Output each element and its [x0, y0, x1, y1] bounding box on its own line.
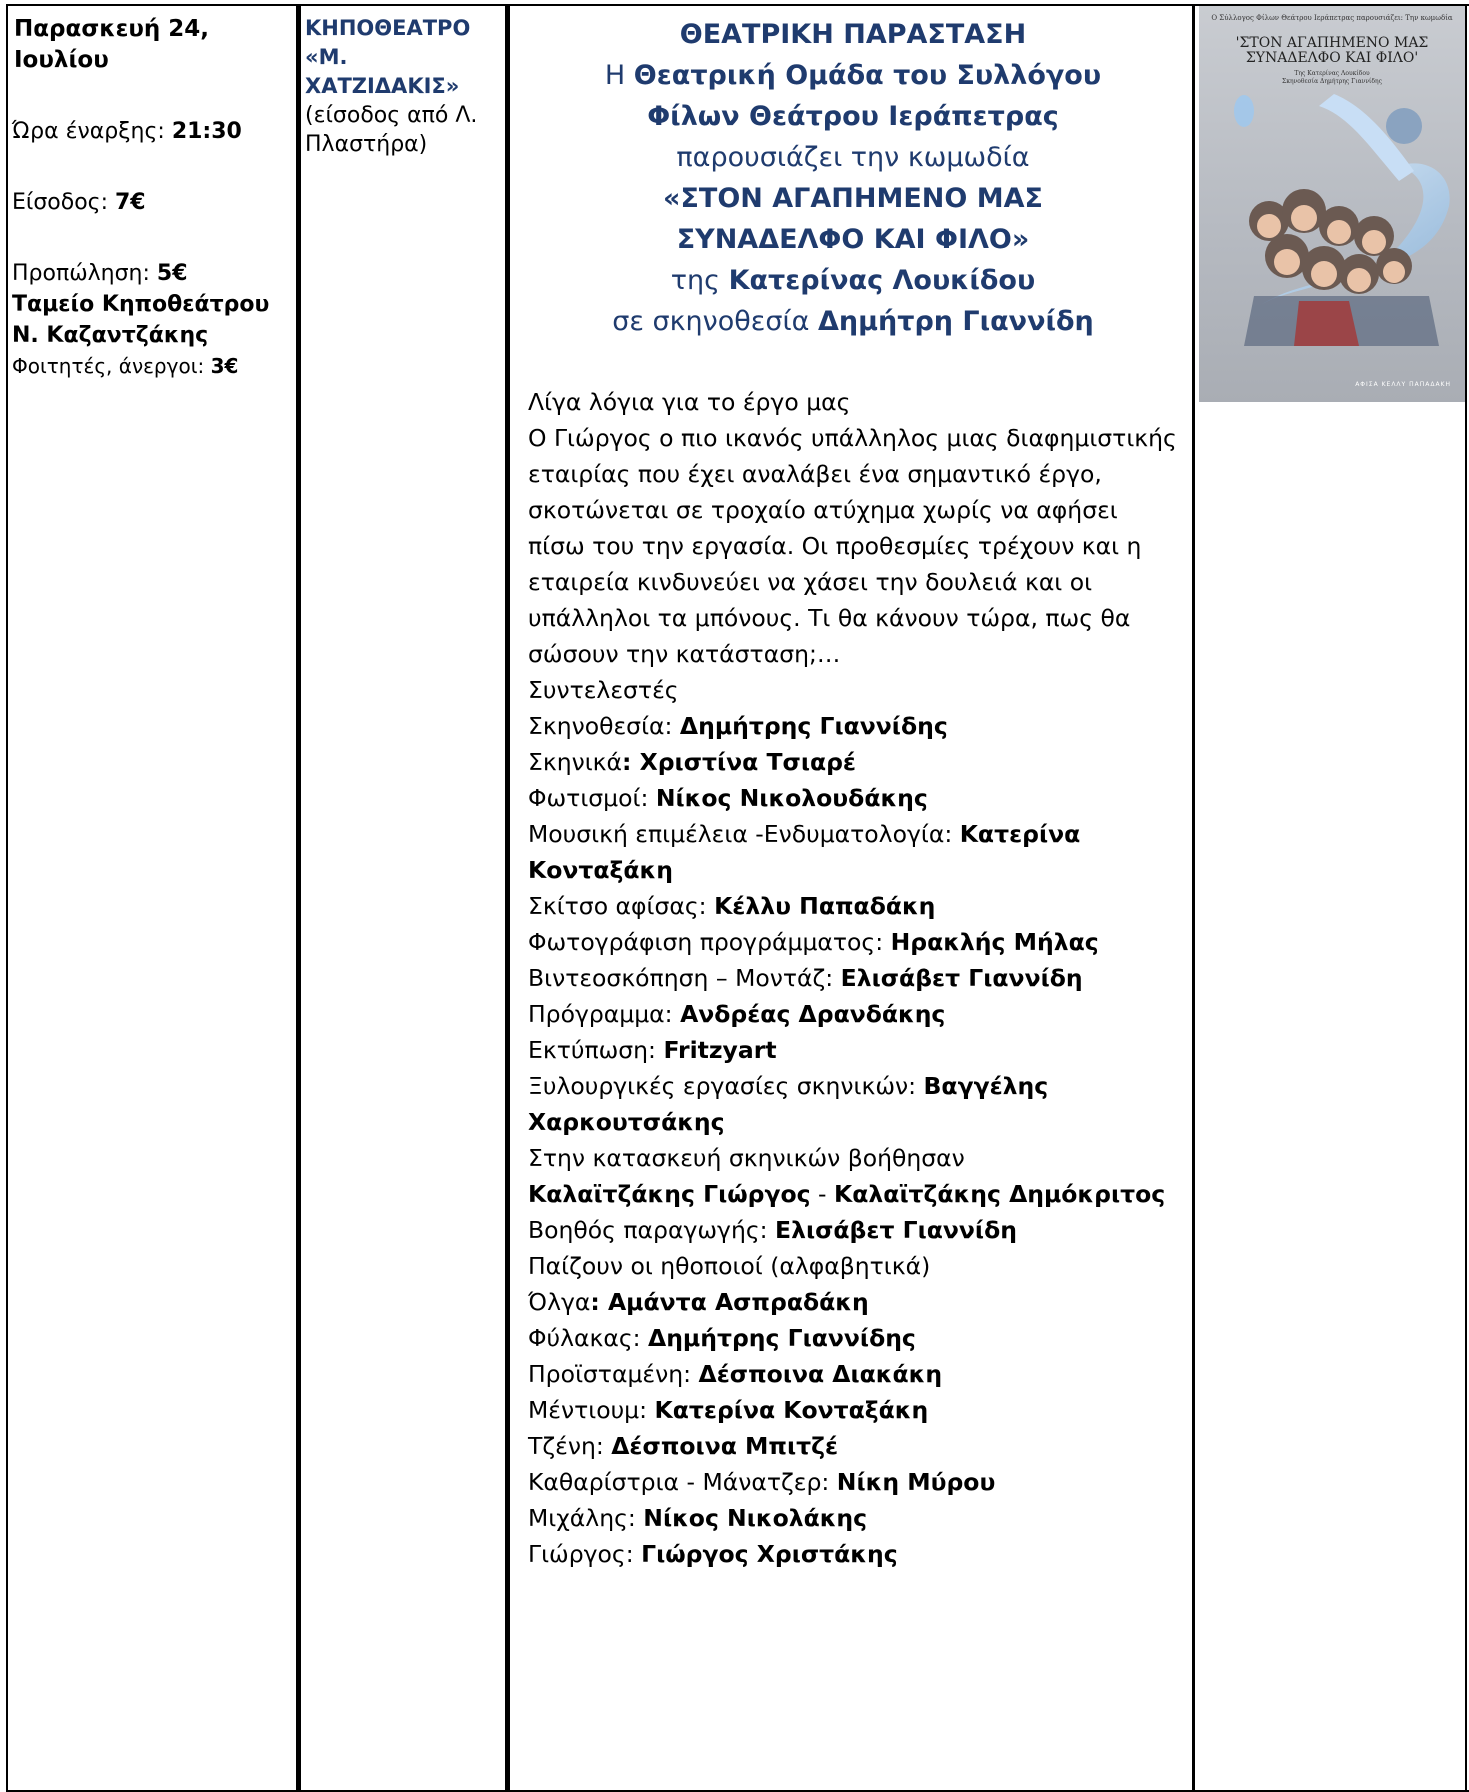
play-title-line-2: ΣΥΝΑΔΕΛΦΟ ΚΑΙ ΦΙΛΟ» — [676, 224, 1030, 255]
venue-entrance: (είσοδος από Λ. Πλαστήρα) — [305, 103, 478, 157]
presale-price: Προπώληση: 5€ — [12, 261, 188, 286]
start-time: Ώρα έναρξης: 21:30 — [12, 119, 242, 144]
poster-subtitle: Της Κατερίνας Λουκίδου Σκηνοθεσία Δημήτρης Γιαννίδης — [1282, 70, 1382, 85]
cast-row: Τζένη: Δέσποινα Μπιτζέ — [528, 1432, 839, 1460]
venue-name-line-2: «Μ. — [305, 45, 348, 69]
event-table — [6, 4, 1469, 1792]
box-office-line-1: Ταμείο Κηποθεάτρου — [12, 292, 270, 317]
presents-line: παρουσιάζει την κωμωδία — [676, 142, 1030, 173]
students-price: Φοιτητές, άνεργοι: 3€ — [12, 354, 239, 378]
table-border-col1 — [296, 4, 301, 1792]
box-office-line-2: Ν. Καζαντζάκης — [12, 323, 209, 348]
poster-image — [1199, 6, 1465, 402]
credits-list — [528, 708, 1178, 1140]
table-border-col3 — [1192, 4, 1195, 1792]
production-assistant: Βοηθός παραγωγής: Ελισάβετ Γιαννίδη — [528, 1216, 1017, 1244]
info-cell — [12, 4, 296, 1792]
poster-illustration — [1199, 6, 1465, 402]
table-border-left — [6, 4, 8, 1792]
helpers-label: Στην κατασκευή σκηνικών βοήθησαν — [528, 1144, 965, 1172]
credit-row: Πρόγραμμα: Ανδρέας Δρανδάκης — [528, 1000, 946, 1028]
helpers-names: Καλαϊτζάκης Γιώργος - Καλαϊτζάκης Δημόκριτος — [528, 1180, 1166, 1208]
entry-price: Είσοδος: 7€ — [12, 190, 146, 215]
content-cell — [512, 4, 1192, 1792]
credit-row: Εκτύπωση: Fritzyart — [528, 1036, 777, 1064]
venue-name-line-1: ΚΗΠΟΘΕΑΤΡΟ — [305, 16, 471, 40]
cast-row: Προϊσταμένη: Δέσποινα Διακάκη — [528, 1360, 943, 1388]
credit-row: Μουσική επιμέλεια -Ενδυματολογία: Κατερίνα Κονταξάκη — [528, 820, 1081, 884]
play-title-line-1: «ΣΤΟΝ ΑΓΑΠΗΜΕΝΟ ΜΑΣ — [663, 183, 1043, 214]
credits-heading: Συντελεστές — [528, 676, 679, 704]
credit-row: Φωτισμοί: Νίκος Νικολουδάκης — [528, 784, 928, 812]
director-line: σε σκηνοθεσία Δημήτρη Γιαννίδη — [612, 306, 1094, 337]
group-line-1: Η Θεατρική Ομάδα του Συλλόγου — [604, 60, 1102, 91]
event-type-title: ΘΕΑΤΡΙΚΗ ΠΑΡΑΣΤΑΣΗ — [679, 19, 1027, 50]
event-body — [528, 384, 1178, 1572]
poster-title: 'ΣΤΟΝ ΑΓΑΠΗΜΕΝΟ ΜΑΣ ΣΥΝΑΔΕΛΦΟ ΚΑΙ ΦΙΛΟ' — [1235, 35, 1429, 66]
event-header — [528, 14, 1178, 342]
about-text: Ο Γιώργος ο πιο ικανός υπάλληλος μιας διαφημιστικής εταιρίας που έχει αναλάβει ένα σημαντικό έργο, σκοτώνεται σε τροχαίο ατύχημα χωρίς να αφήσει πίσω του την εργασία. Οι προθεσμίες τρέχουν και η εταιρεία κινδυνεύει να χάσει την δουλειά και οι υπάλληλοι τα μπόνους. Τι θα κάνουν τώρα, πως θα σώσουν την κατάσταση;… — [528, 424, 1177, 668]
cast-row: Φύλακας: Δημήτρης Γιαννίδης — [528, 1324, 916, 1352]
credit-row: Σκηνικά: Χριστίνα Τσιαρέ — [528, 748, 857, 776]
author-line: της Κατερίνας Λουκίδου — [670, 265, 1036, 296]
credit-row: Σκηνοθεσία: Δημήτρης Γιαννίδης — [528, 712, 948, 740]
venue-cell — [303, 4, 505, 1792]
poster-credit: ΑΦΙΣΑ ΚΕΛΛΥ ΠΑΠΑΔΑΚΗ — [1355, 381, 1451, 388]
cast-row: Μέντιουμ: Κατερίνα Κονταξάκη — [528, 1396, 929, 1424]
event-date: Παρασκευή 24, Ιουλίου — [14, 16, 210, 73]
group-line-2: Φίλων Θεάτρου Ιεράπετρας — [647, 101, 1059, 132]
cast-row: Μιχάλης: Νίκος Νικολάκης — [528, 1504, 868, 1532]
cast-row: Καθαρίστρια - Μάνατζερ: Νίκη Μύρου — [528, 1468, 996, 1496]
cast-row: Γιώργος: Γιώργος Χριστάκης — [528, 1540, 898, 1568]
credit-row: Ξυλουργικές εργασίες σκηνικών: Βαγγέλης Χαρκουτσάκης — [528, 1072, 1049, 1136]
venue-name-line-3: ΧΑΤΖΙΔΑΚΙΣ» — [305, 74, 460, 98]
credit-row: Σκίτσο αφίσας: Κέλλυ Παπαδάκη — [528, 892, 936, 920]
cast-list — [528, 1284, 1178, 1572]
cast-row: Όλγα: Αμάντα Ασπραδάκη — [528, 1288, 869, 1316]
poster-top-line: Ο Σύλλογος Φίλων Θεάτρου Ιεράπετρας παρουσιάζει: Την κωμωδία — [1211, 14, 1453, 22]
about-heading: Λίγα λόγια για το έργο μας — [528, 388, 851, 416]
table-border-col2 — [505, 4, 510, 1792]
poster-cell — [1199, 4, 1469, 1792]
cast-heading: Παίζουν οι ηθοποιοί (αλφαβητικά) — [528, 1252, 931, 1280]
credit-row: Φωτογράφιση προγράμματος: Ηρακλής Μήλας — [528, 928, 1099, 956]
credit-row: Βιντεοσκόπηση – Μοντάζ: Ελισάβετ Γιαννίδη — [528, 964, 1083, 992]
